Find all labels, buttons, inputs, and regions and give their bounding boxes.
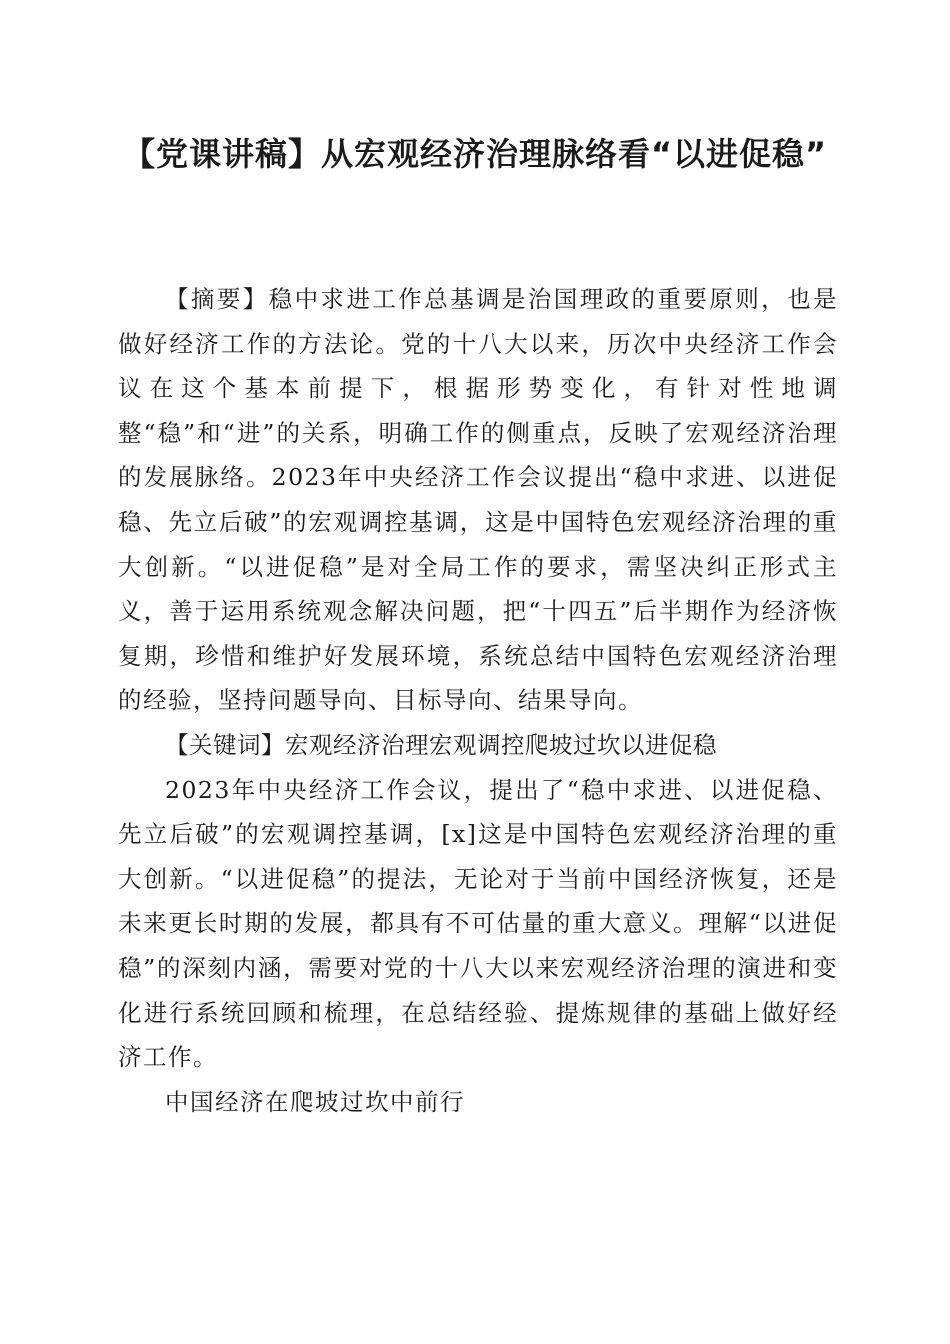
intro-paragraph: 2023年中央经济工作会议，提出了“稳中求进、以进促稳、先立后破”的宏观调控基调，[x]这是中国特色宏观经济治理的重大创新。“以进促稳”的提法，无论对于当前中国经济恢复，还是未来更长时期的发展，都具有不可估量的重大意义。理解“以进促稳”的深刻内涵，需要对党的十八大以来宏观经济治理的演进和变化进行系统回顾和梳理，在总结经验、提炼规律的基础上做好经济工作。 <box>118 775 838 1072</box>
keywords-paragraph: 【关键词】宏观经济治理宏观调控爬坡过坎以进促稳 <box>165 730 717 759</box>
section-heading: 中国经济在爬坡过坎中前行 <box>165 1087 465 1116</box>
document-body <box>118 277 838 1124</box>
abstract-paragraph: 【摘要】稳中求进工作总基调是治国理政的重要原则，也是做好经济工作的方法论。党的十八大以来，历次中央经济工作会议在这个基本前提下，根据形势变化，有针对性地调整“稳”和“进”的关系，明确工作的侧重点，反映了宏观经济治理的发展脉络。2023年中央经济工作会议提出“稳中求进、以进促稳、先立后破”的宏观调控基调，这是中国特色宏观经济治理的重大创新。“以进促稳”是对全局工作的要求，需坚决纠正形式主义，善于运用系统观念解决问题，把“十四五”后半期作为经济恢复期，珍惜和维护好发展环境，系统总结中国特色宏观经济治理的经验，坚持问题导向、目标导向、结果导向。 <box>118 285 838 715</box>
document-title: 【党课讲稿】从宏观经济治理脉络看“以进促稳” <box>122 135 828 173</box>
